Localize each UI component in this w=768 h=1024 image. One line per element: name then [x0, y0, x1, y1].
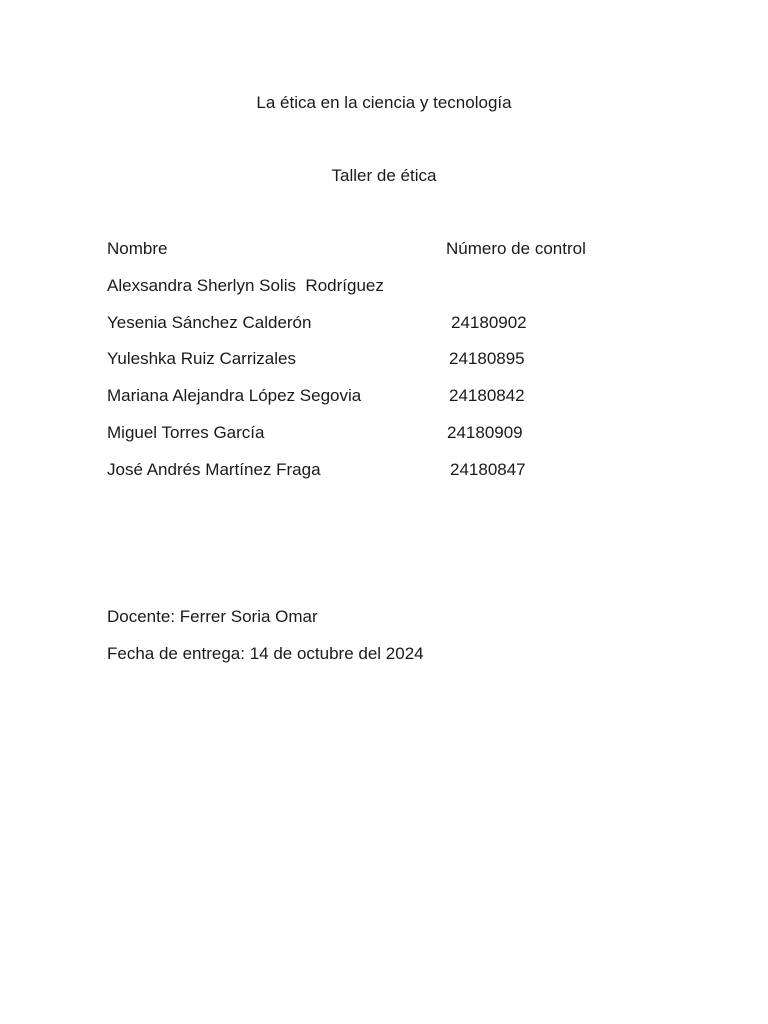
document-title: La ética en la ciencia y tecnología — [256, 93, 512, 112]
table-row — [107, 349, 667, 371]
table-row — [107, 460, 667, 482]
student-name: Yuleshka Ruiz Carrizales — [107, 349, 296, 368]
student-control-number: 24180909 — [447, 423, 523, 442]
student-control-number: 24180902 — [451, 313, 527, 332]
column-header-control-number: Número de control — [446, 239, 586, 258]
table-header-row — [107, 239, 667, 261]
student-name: Miguel Torres García — [107, 423, 265, 442]
student-name: Alexsandra Sherlyn Solis Rodríguez — [107, 276, 384, 295]
student-name: José Andrés Martínez Fraga — [107, 460, 321, 479]
student-control-number: 24180847 — [450, 460, 526, 479]
column-header-name: Nombre — [107, 239, 168, 258]
table-row — [107, 313, 667, 335]
document-subtitle: Taller de ética — [331, 166, 437, 185]
student-control-number: 24180895 — [449, 349, 525, 368]
teacher-line: Docente: Ferrer Soria Omar — [107, 607, 318, 626]
table-row — [107, 276, 667, 298]
table-row — [107, 423, 667, 445]
table-row — [107, 386, 667, 408]
student-name: Mariana Alejandra López Segovia — [107, 386, 362, 405]
delivery-date-line: Fecha de entrega: 14 de octubre del 2024 — [107, 644, 424, 663]
student-control-number: 24180842 — [449, 386, 525, 405]
student-name: Yesenia Sánchez Calderón — [107, 313, 312, 332]
